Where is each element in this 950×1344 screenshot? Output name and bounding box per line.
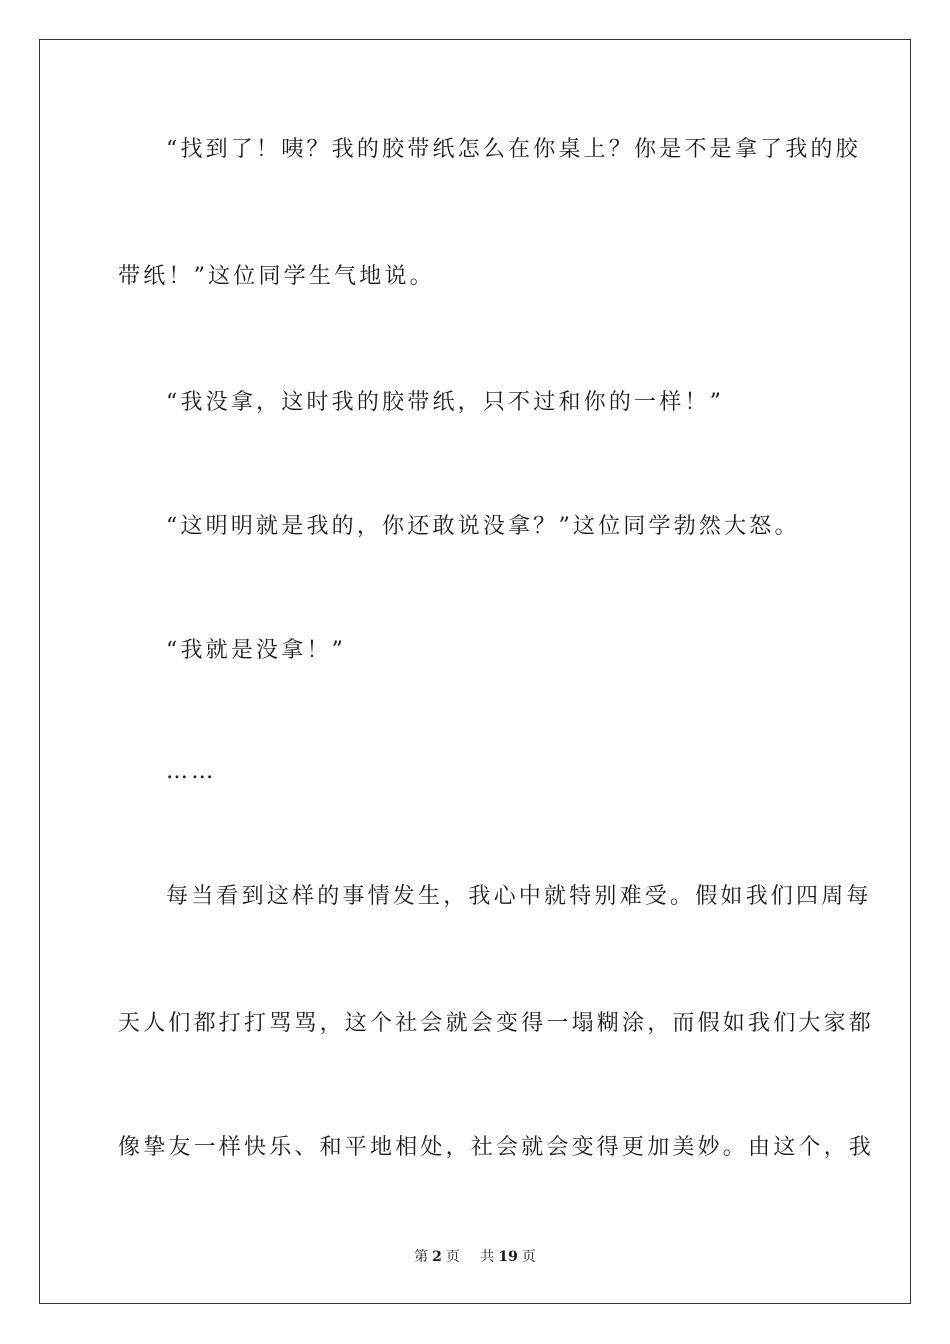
total-indicator — [476, 1249, 539, 1265]
paragraph-line-1: “找到了！咦？我的胶带纸怎么在你桌上？你是不是拿了我的胶 — [166, 137, 861, 162]
paragraph-line-7: 每当看到这样的事情发生，我心中就特别难受。假如我们四周每 — [166, 884, 872, 909]
total-prefix: 共 — [480, 1249, 495, 1265]
total-suffix: 页 — [521, 1249, 536, 1265]
paragraph-line-4: “这明明就是我的，你还敢说没拿？”这位同学勃然大怒。 — [166, 514, 800, 539]
page-indicator — [410, 1249, 464, 1265]
paragraph-line-2: 带纸！”这位同学生气地说。 — [118, 264, 435, 289]
page-prefix: 第 — [414, 1249, 429, 1265]
paragraph-line-8: 天人们都打打骂骂，这个社会就会变得一塌糊涂，而假如我们大家都 — [118, 1011, 875, 1036]
page-suffix: 页 — [445, 1249, 460, 1265]
page-number: 2 — [432, 1249, 442, 1265]
page-footer — [0, 1247, 950, 1267]
paragraph-line-3: “我没拿，这时我的胶带纸，只不过和你的一样！” — [166, 390, 725, 415]
paragraph-line-9: 像挚友一样快乐、和平地相处，社会就会变得更加美妙。由这个，我 — [118, 1135, 875, 1160]
paragraph-line-5: “我就是没拿！” — [166, 638, 347, 663]
total-pages: 19 — [498, 1249, 518, 1265]
paragraph-line-ellipsis: …… — [166, 759, 217, 784]
page-frame — [39, 39, 911, 1304]
